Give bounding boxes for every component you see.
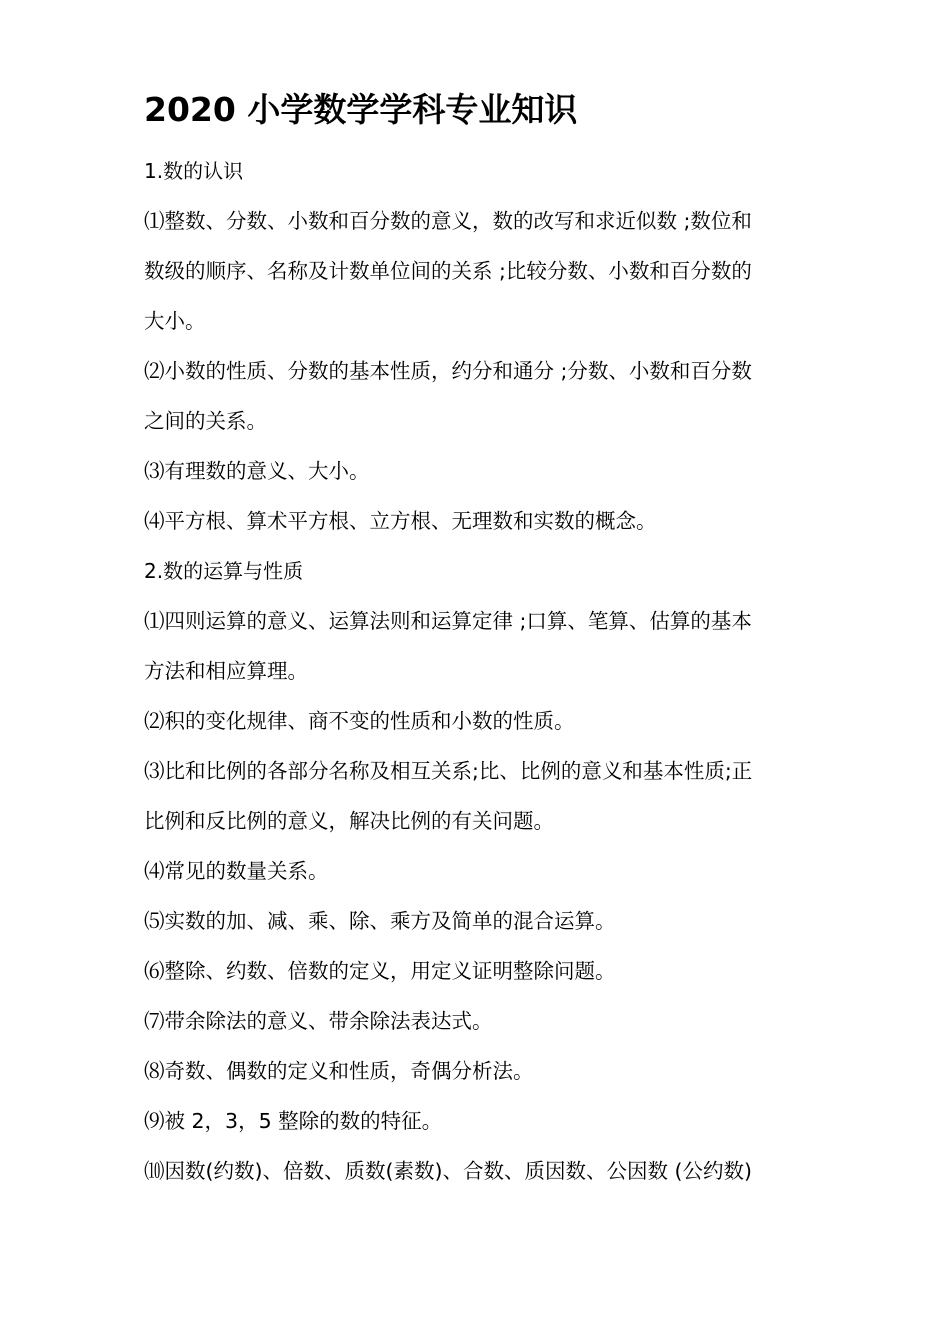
paragraph-line: ⑷平方根、算术平方根、立方根、无理数和实数的概念。 xyxy=(144,509,657,533)
document-body xyxy=(144,146,809,1196)
paragraph-line: 比例和反比例的意义，解决比例的有关问题。 xyxy=(144,809,554,833)
paragraph-line: ⑷常见的数量关系。 xyxy=(144,859,329,883)
document-title: 2020 小学数学学科专业知识 xyxy=(144,90,578,129)
paragraph-line: ⑺带余除法的意义、带余除法表达式。 xyxy=(144,1009,493,1033)
paragraph-line: ⑶比和比例的各部分名称及相互关系;比、比例的意义和基本性质;正 xyxy=(144,759,753,783)
paragraph-line: ⑹整除、约数、倍数的定义，用定义证明整除问题。 xyxy=(144,959,616,983)
paragraph-line: ⑻奇数、偶数的定义和性质，奇偶分析法。 xyxy=(144,1059,534,1083)
paragraph-line: ⑵小数的性质、分数的基本性质，约分和通分 ;分数、小数和百分数 xyxy=(144,359,752,383)
paragraph-line: ⑸实数的加、减、乘、除、乘方及简单的混合运算。 xyxy=(144,909,616,933)
paragraph-line: 之间的关系。 xyxy=(144,409,267,433)
paragraph-line: ⑽因数(约数)、倍数、质数(素数)、合数、质因数、公因数 (公约数) xyxy=(144,1159,753,1183)
section-heading: 2.数的运算与性质 xyxy=(144,559,304,583)
paragraph-line: ⑵积的变化规律、商不变的性质和小数的性质。 xyxy=(144,709,575,733)
paragraph-line: ⑶有理数的意义、大小。 xyxy=(144,459,370,483)
paragraph-line: ⑴四则运算的意义、运算法则和运算定律 ;口算、笔算、估算的基本 xyxy=(144,609,752,633)
paragraph-line: ⑴整数、分数、小数和百分数的意义，数的改写和求近似数 ;数位和 xyxy=(144,209,752,233)
paragraph-line: 大小。 xyxy=(144,309,206,333)
paragraph-line: 方法和相应算理。 xyxy=(144,659,308,683)
section-heading: 1.数的认识 xyxy=(144,159,244,183)
paragraph-line: 数级的顺序、名称及计数单位间的关系 ;比较分数、小数和百分数的 xyxy=(144,259,752,283)
paragraph-line: ⑼被 2，3，5 整除的数的特征。 xyxy=(144,1109,443,1133)
